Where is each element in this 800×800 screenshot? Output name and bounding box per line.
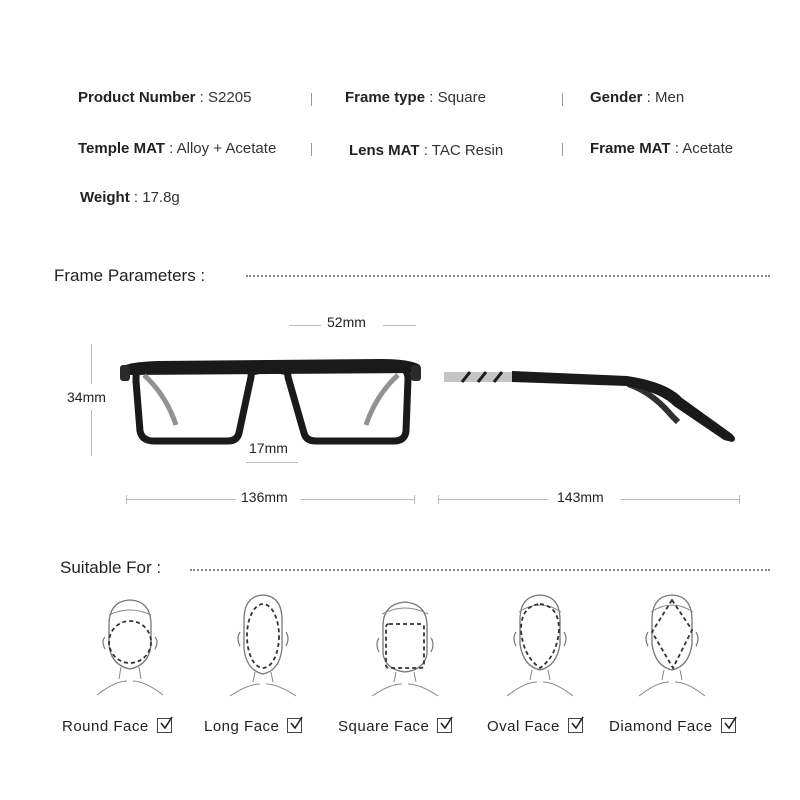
- checkmark-icon: [287, 718, 302, 733]
- spec-key: Gender: [590, 89, 643, 106]
- section-divider: [190, 569, 770, 571]
- spec-value: S2205: [208, 89, 252, 106]
- bridge-label: 17mm: [249, 440, 288, 456]
- dimension-line: [91, 410, 92, 456]
- spec-sep: :: [129, 189, 143, 206]
- spec-sep: :: [670, 140, 683, 157]
- diamond-face-icon: [637, 590, 707, 700]
- spec-sep: :: [419, 142, 432, 159]
- dimension-line: [246, 462, 298, 463]
- dimension-line: [621, 499, 739, 500]
- spec-value: TAC Resin: [431, 142, 504, 159]
- dimension-line: [126, 499, 236, 500]
- spec-lens-mat: [349, 142, 503, 159]
- spec-sep: :: [195, 89, 209, 106]
- temple-length-label: 143mm: [557, 489, 604, 505]
- spec-value: Square: [437, 89, 486, 106]
- dimension-line: [301, 499, 414, 500]
- dimension-tick: [414, 495, 415, 504]
- spec-weight: [80, 189, 180, 206]
- separator: [562, 143, 563, 156]
- spec-frame-mat: [590, 140, 733, 157]
- square-face-icon: [370, 598, 440, 700]
- spec-key: Frame type: [345, 89, 426, 106]
- checkmark-icon: [721, 718, 736, 733]
- glasses-side-image: [442, 360, 742, 450]
- spec-temple-mat: [78, 140, 276, 157]
- face-label: Long Face: [204, 718, 280, 735]
- glasses-front-image: [118, 355, 424, 447]
- spec-key: Frame MAT: [590, 140, 671, 157]
- dimension-tick: [438, 495, 439, 504]
- spec-value: Alloy + Acetate: [176, 140, 277, 157]
- spec-value: 17.8g: [142, 189, 180, 206]
- face-option-oval: [487, 718, 583, 735]
- spec-frame-type: [345, 89, 486, 106]
- spec-sep: :: [164, 140, 177, 157]
- spec-key: Lens MAT: [349, 142, 420, 159]
- oval-face-icon: [505, 590, 575, 700]
- checkmark-icon: [568, 718, 583, 733]
- face-option-long: [204, 718, 302, 735]
- dimension-line: [438, 499, 549, 500]
- checkmark-icon: [437, 718, 452, 733]
- round-face-icon: [95, 595, 165, 700]
- spec-value: Acetate: [682, 140, 734, 157]
- face-option-round: [62, 718, 172, 735]
- frame-width-label: 136mm: [241, 489, 288, 505]
- suitable-for-title: Suitable For :: [60, 558, 162, 577]
- separator: [562, 93, 563, 106]
- lens-width-label: 52mm: [327, 314, 366, 330]
- dimension-tick: [739, 495, 740, 504]
- spec-key: Weight: [80, 189, 130, 206]
- dimension-line: [383, 325, 416, 326]
- spec-sep: :: [642, 89, 656, 106]
- face-label: Oval Face: [487, 718, 560, 735]
- spec-value: Men: [655, 89, 685, 106]
- long-face-icon: [228, 590, 298, 700]
- face-option-diamond: [609, 718, 736, 735]
- frame-parameters-title: Frame Parameters :: [54, 266, 206, 285]
- dimension-line: [91, 344, 92, 384]
- lens-height-label: 34mm: [67, 389, 106, 405]
- dimension-line: [289, 325, 321, 326]
- spec-key: Temple MAT: [78, 140, 165, 157]
- spec-gender: [590, 89, 684, 106]
- section-divider: [246, 275, 770, 277]
- separator: [311, 93, 312, 106]
- face-label: Diamond Face: [609, 718, 713, 735]
- separator: [311, 143, 312, 156]
- face-option-square: [338, 718, 452, 735]
- checkmark-icon: [157, 718, 172, 733]
- spec-key: Product Number: [78, 89, 196, 106]
- face-label: Round Face: [62, 718, 149, 735]
- spec-product-number: [78, 89, 251, 106]
- spec-sep: :: [425, 89, 438, 106]
- face-label: Square Face: [338, 718, 430, 735]
- dimension-tick: [126, 495, 127, 504]
